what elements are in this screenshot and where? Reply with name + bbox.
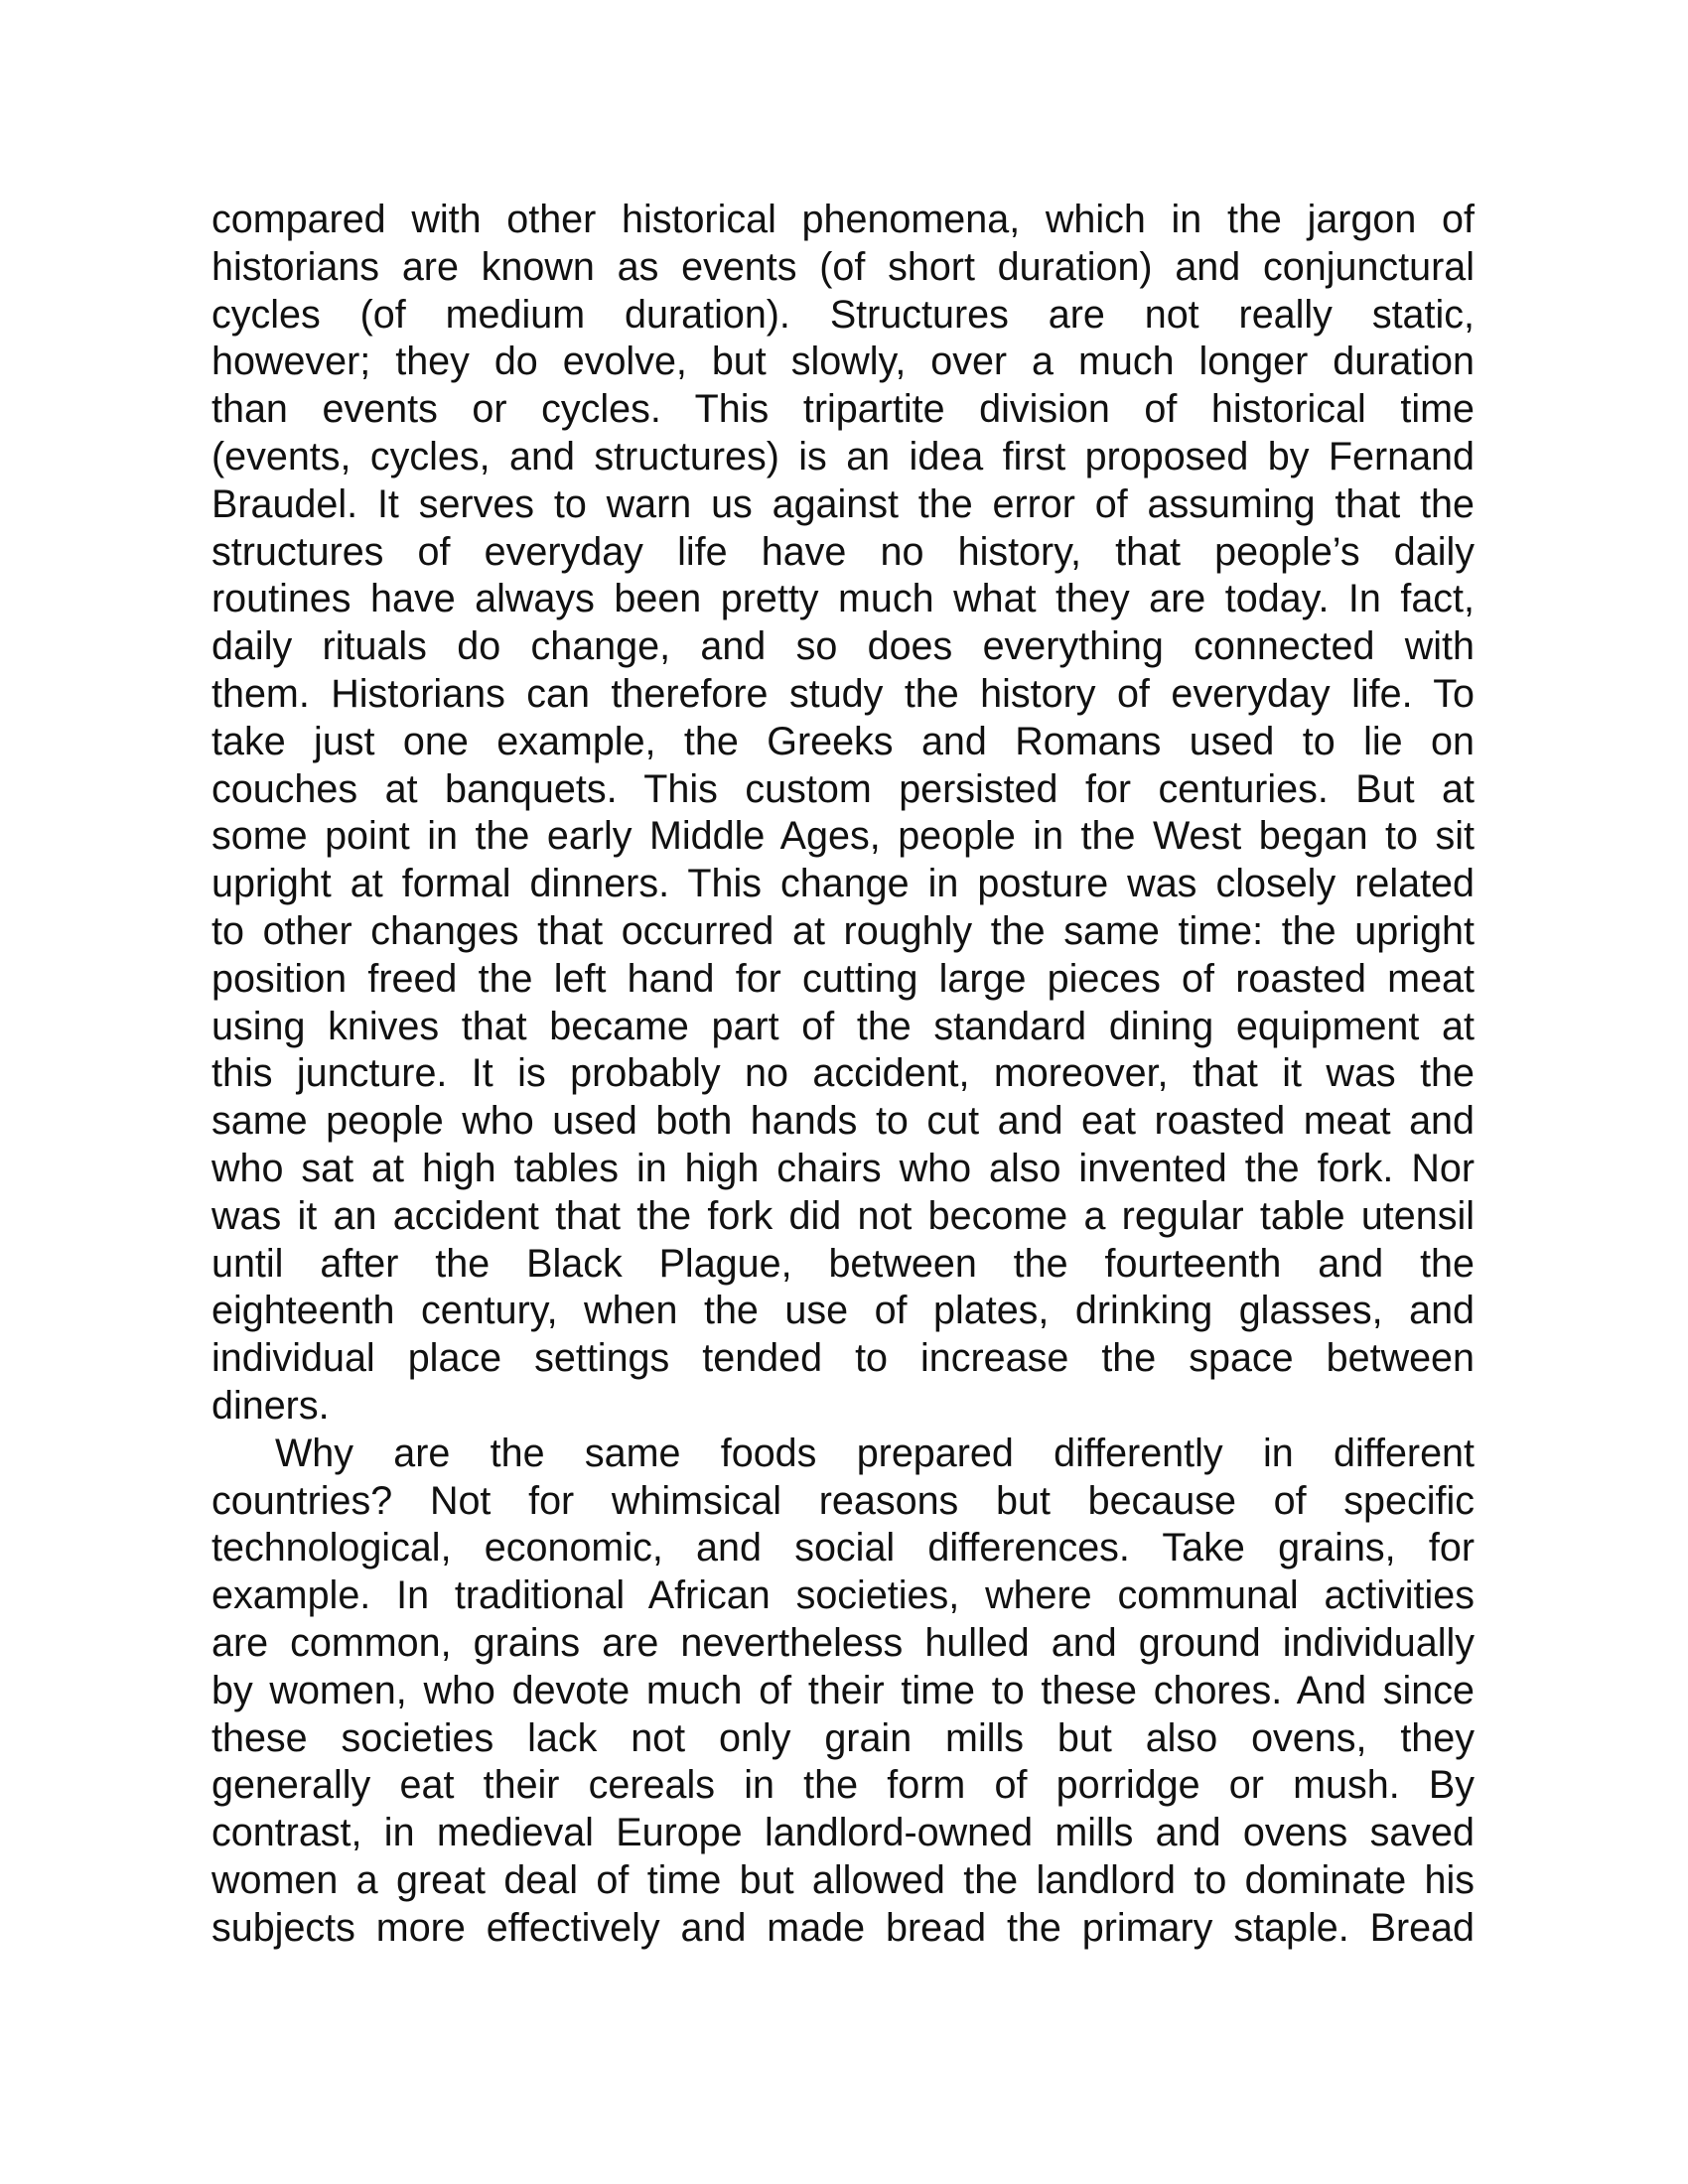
text-line: than events or cycles. This tripartite division of historical time (211, 387, 1475, 432)
text-line: countries? Not for whimsical reasons but because of specific (211, 1478, 1475, 1523)
text-line: these societies lack not only grain mills but also ovens, they (211, 1715, 1475, 1760)
text-line: some point in the early Middle Ages, people in the West began to sit (211, 814, 1475, 859)
text-line: eighteenth century, when the use of plates, drinking glasses, and (211, 1289, 1475, 1333)
paragraph-1 (211, 197, 1475, 1431)
paragraph-2 (211, 1431, 1475, 1953)
text-line: couches at banquets. This custom persisted for centuries. But at (211, 766, 1475, 811)
text-line: position freed the left hand for cutting large pieces of roasted meat (211, 956, 1475, 1001)
text-line: however; they do evolve, but slowly, over a much longer duration (211, 340, 1475, 384)
text-line: same people who used both hands to cut and eat roasted meat and (211, 1099, 1475, 1144)
text-line: subjects more effectively and made bread the primary staple. Bread (211, 1905, 1475, 1950)
text-line: Braudel. It serves to warn us against the error of assuming that the (211, 481, 1475, 526)
text-line: individual place settings tended to increase the space between (211, 1336, 1475, 1381)
text-line: by women, who devote much of their time to these chores. And since (211, 1668, 1475, 1712)
text-line: until after the Black Plague, between the fourteenth and the (211, 1241, 1475, 1286)
text-line: are common, grains are nevertheless hulled and ground individually (211, 1620, 1475, 1665)
text-line: Why are the same foods prepared differently in different (275, 1431, 1475, 1475)
text-line: example. In traditional African societies, where communal activities (211, 1573, 1475, 1618)
text-line: generally eat their cereals in the form of porridge or mush. By (211, 1763, 1475, 1808)
text-line: was it an accident that the fork did not become a regular table utensil (211, 1193, 1475, 1238)
text-line: routines have always been pretty much what they are today. In fact, (211, 577, 1475, 621)
text-line: take just one example, the Greeks and Romans used to lie on (211, 719, 1475, 763)
text-line: women a great deal of time but allowed the landlord to dominate his (211, 1857, 1475, 1902)
body-text (211, 197, 1475, 1952)
text-line: this juncture. It is probably no accident, moreover, that it was the (211, 1051, 1475, 1096)
text-line: daily rituals do change, and so does everything connected with (211, 624, 1475, 669)
text-line: cycles (of medium duration). Structures are not really static, (211, 292, 1475, 337)
text-line: compared with other historical phenomena, which in the jargon of (211, 198, 1475, 241)
text-line: who sat at high tables in high chairs who also invented the fork. Nor (211, 1146, 1475, 1190)
text-line: using knives that became part of the standard dining equipment at (211, 1004, 1475, 1048)
text-line: historians are known as events (of short duration) and conjunctural (211, 244, 1475, 289)
text-line: contrast, in medieval Europe landlord-owned mills and ovens saved (211, 1811, 1475, 1855)
text-line: diners. (211, 1383, 330, 1428)
text-line: technological, economic, and social differences. Take grains, for (211, 1526, 1475, 1570)
text-line: structures of everyday life have no history, that people’s daily (211, 529, 1475, 574)
text-line: (events, cycles, and structures) is an idea first proposed by Fernand (211, 434, 1475, 478)
text-line: to other changes that occurred at roughly the same time: the upright (211, 908, 1475, 953)
text-line: upright at formal dinners. This change in posture was closely related (211, 862, 1475, 906)
text-line: them. Historians can therefore study the history of everyday life. To (211, 671, 1475, 716)
